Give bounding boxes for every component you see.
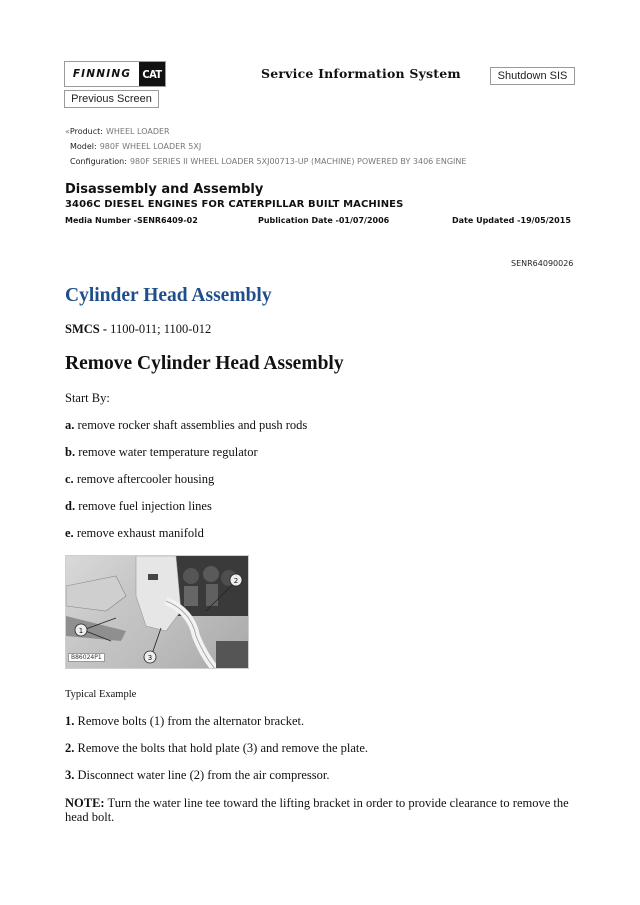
- step-marker: 3.: [65, 768, 75, 782]
- prerequisite-item: [65, 472, 214, 487]
- item-text: remove fuel injection lines: [75, 499, 212, 513]
- item-text: remove exhaust manifold: [73, 526, 204, 540]
- item-marker: a.: [65, 418, 75, 432]
- procedure-step: [65, 741, 368, 756]
- prerequisite-item: [65, 499, 212, 514]
- note-label: NOTE:: [65, 796, 105, 810]
- svg-text:1: 1: [78, 627, 84, 635]
- product-label: Product:: [69, 127, 103, 136]
- step-text: Disconnect water line (2) from the air compressor.: [74, 768, 330, 782]
- illustration-id-label: B86024P1: [68, 653, 105, 662]
- prerequisite-item: [65, 445, 258, 460]
- procedure-step: [65, 714, 304, 729]
- document-title: Disassembly and Assembly: [65, 182, 264, 197]
- step-text: Remove the bolts that hold plate (3) and remove the plate.: [74, 741, 369, 755]
- item-text: remove aftercooler housing: [73, 472, 215, 486]
- item-marker: d.: [65, 499, 76, 513]
- configuration-label: Configuration:: [70, 157, 127, 166]
- item-text: remove water temperature regulator: [75, 445, 258, 459]
- finning-logo-text: FINNING: [72, 68, 132, 80]
- smcs-codes: [65, 322, 211, 337]
- note-paragraph: [65, 796, 580, 824]
- model-line: [70, 142, 201, 151]
- illustration-caption: Typical Example: [65, 689, 137, 700]
- double-chevron-left-icon[interactable]: «: [65, 127, 70, 136]
- item-marker: e.: [65, 526, 74, 540]
- callout-1: [75, 624, 87, 636]
- item-text: remove rocker shaft assemblies and push rods: [74, 418, 308, 432]
- step-text: Remove bolts (1) from the alternator bracket.: [74, 714, 305, 728]
- callout-2: [230, 574, 242, 586]
- configuration-value: 980F SERIES II WHEEL LOADER 5XJ00713-UP (MACHINE) POWERED BY 3406 ENGINE: [129, 157, 467, 166]
- cat-logo: CAT: [139, 62, 165, 86]
- svg-text:3: 3: [147, 654, 153, 662]
- procedure-title: Remove Cylinder Head Assembly: [65, 353, 344, 374]
- smcs-value: 1100-011; 1100-012: [107, 322, 212, 336]
- publication-date: Publication Date -01/07/2006: [258, 216, 390, 225]
- document-id: SENR64090026: [511, 259, 574, 268]
- callout-3: [144, 651, 156, 663]
- media-number: Media Number -SENR6409-02: [65, 216, 198, 225]
- model-value: 980F WHEEL LOADER 5XJ: [99, 142, 202, 151]
- svg-text:2: 2: [233, 577, 239, 585]
- item-marker: c.: [65, 472, 74, 486]
- step-marker: 2.: [65, 741, 75, 755]
- engine-illustration: [65, 555, 249, 669]
- finning-cat-logo: [64, 61, 166, 87]
- model-label: Model:: [70, 142, 97, 151]
- start-by-label: Start By:: [65, 391, 110, 405]
- item-marker: b.: [65, 445, 76, 459]
- smcs-label: SMCS -: [65, 322, 108, 336]
- app-title: Service Information System: [261, 66, 461, 81]
- prerequisite-item: [65, 526, 204, 541]
- note-text: Turn the water line tee toward the lifting bracket in order to provide clearance to remove the head bolt.: [65, 796, 569, 824]
- previous-screen-button[interactable]: Previous Screen: [64, 90, 159, 108]
- configuration-line: [70, 157, 466, 166]
- date-updated: Date Updated -19/05/2015: [452, 216, 571, 225]
- product-value: WHEEL LOADER: [105, 127, 170, 136]
- step-marker: 1.: [65, 714, 75, 728]
- section-title: Cylinder Head Assembly: [65, 285, 272, 306]
- shutdown-sis-button[interactable]: Shutdown SIS: [490, 67, 575, 85]
- document-subtitle: 3406C DIESEL ENGINES FOR CATERPILLAR BUILT MACHINES: [65, 199, 404, 210]
- prerequisite-item: [65, 418, 307, 433]
- procedure-step: [65, 768, 330, 783]
- product-line: [65, 127, 170, 136]
